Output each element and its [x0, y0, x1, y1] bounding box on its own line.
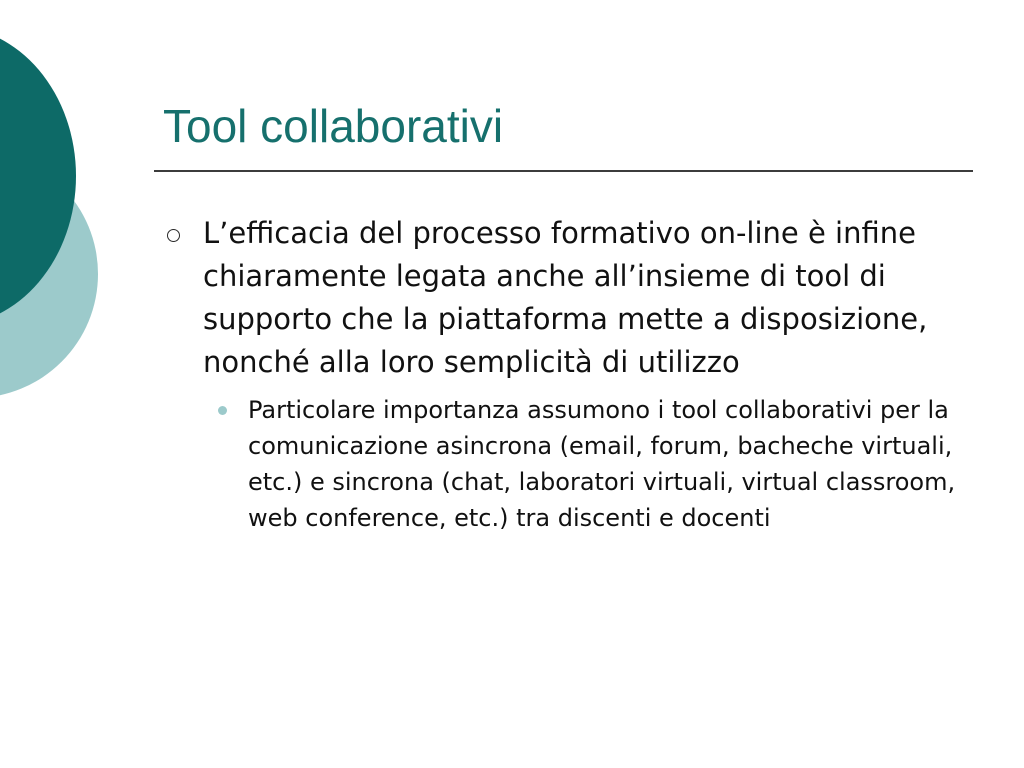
hollow-circle-bullet-icon — [167, 229, 180, 242]
bullet-level-2 — [160, 392, 970, 536]
title-divider — [154, 170, 973, 172]
bullet-level-2-text: Particolare importanza assumono i tool collaborativi per la comunicazione asincrona (email, forum, bacheche virtuali, etc.) e sincrona (chat, laboratori virtuali, virtual classroom, web conference, etc.) tra discenti e docenti — [248, 396, 956, 532]
slide-title: Tool collaborativi — [163, 100, 504, 152]
bullet-level-1 — [160, 212, 970, 384]
dot-bullet-icon — [218, 406, 227, 415]
slide-body — [160, 212, 970, 536]
bullet-level-1-text: L’efficacia del processo formativo on-line è infine chiaramente legata anche all’insieme di tool di supporto che la piattaforma mette a disposizione, nonché alla loro semplicità di utilizzo — [203, 216, 928, 379]
